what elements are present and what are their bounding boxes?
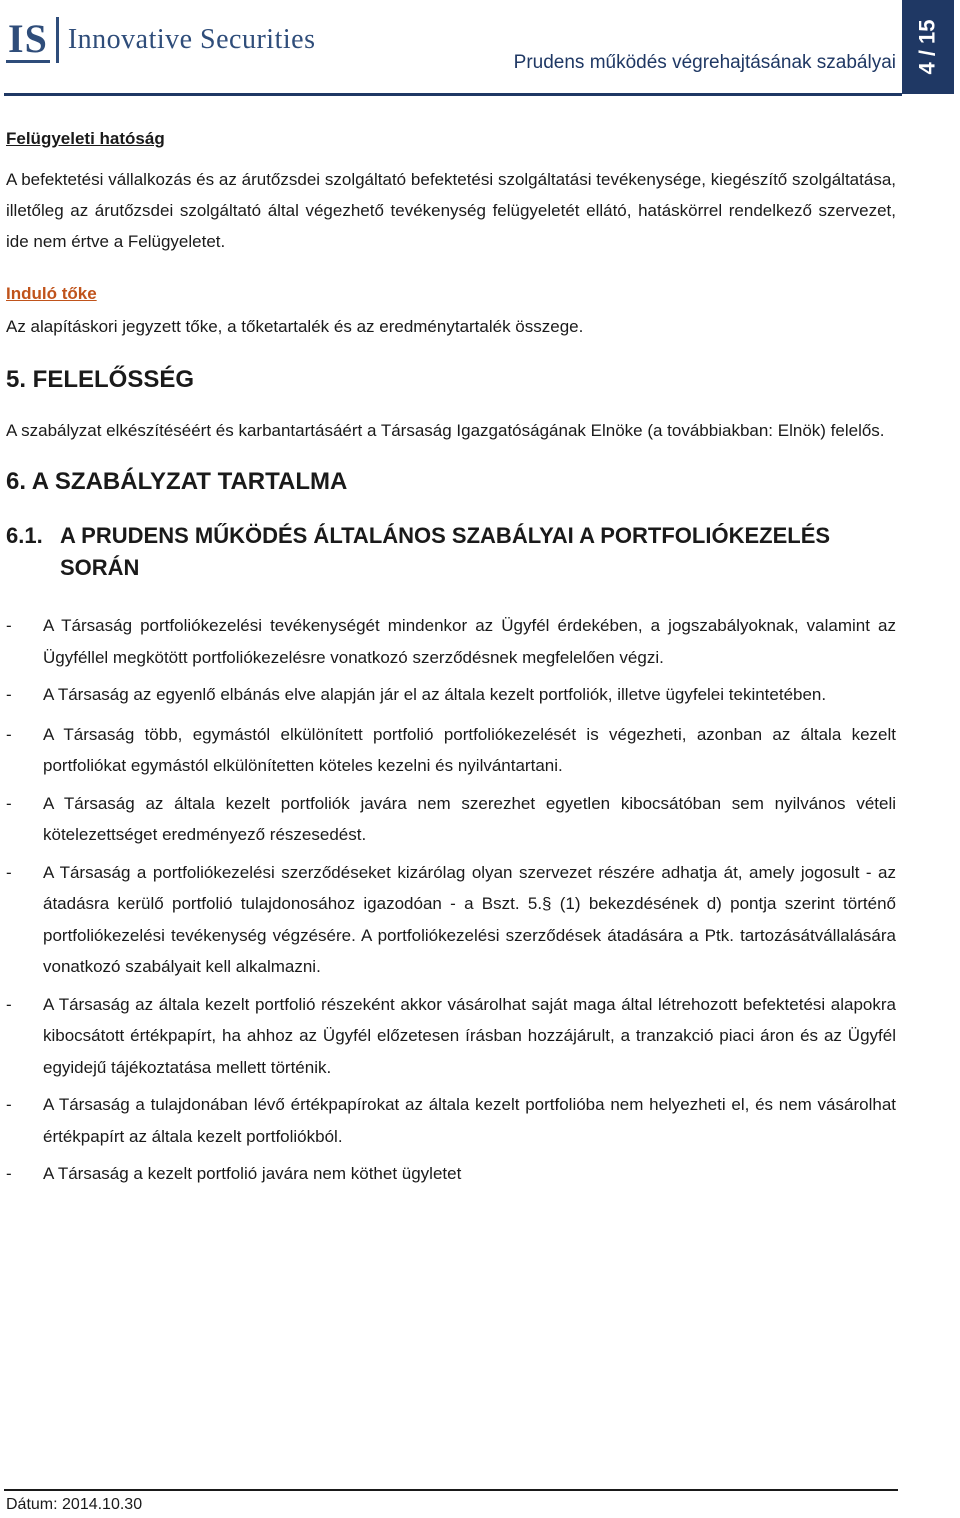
definition-text-initial-capital: Az alapításkori jegyzett tőke, a tőketartalék és az eredménytartalék összege.: [6, 317, 584, 336]
list-item: [6, 788, 896, 851]
list-item: [6, 719, 896, 782]
list-item-text: A Társaság az egyenlő elbánás elve alapján jár el az általa kezelt portfoliók, illetve ügyfelei tekintetében.: [43, 685, 827, 704]
definition-text-supervisory-authority: A befektetési vállalkozás és az árutőzsdei szolgáltató befektetési szolgáltatási tevékenysége, kiegészítő szolgáltatása, illetőleg az árutőzsdei szolgáltató által végezhető tevékenység felügyeletét ellátó, hatáskörrel rendelkező szervezet, ide nem értve a Felügyeletet.: [6, 170, 896, 251]
bullet-dash: -: [6, 685, 12, 704]
list-item-text: A Társaság portfoliókezelési tevékenységét mindenkor az Ügyfél érdekében, a jogszabályoknak, valamint az Ügyféllel megkötött portfoliókezelésre vonatkozó szerződésnek megfelelően végzi.: [43, 616, 896, 667]
section-heading-6-1: [6, 520, 896, 584]
page-header: [0, 0, 960, 100]
list-item-text: A Társaság az általa kezelt portfolió részeként akkor vásárolhat saját maga által létrehozott befektetési alapokra kibocsátott értékpapírt, ha ahhoz az Ügyfél előzetesen írásban hozzájárult, a tranzakció piaci áron és az Ügyfél egyidejű tájékoztatása mellett történik.: [43, 994, 896, 1077]
bullet-dash: -: [6, 994, 12, 1014]
company-logo: [6, 14, 315, 66]
logo-mark: IS: [8, 15, 48, 61]
bullet-dash: -: [6, 1164, 12, 1183]
page-number-badge: [902, 0, 954, 94]
list-item: [6, 1158, 896, 1190]
document-body: [6, 118, 896, 1190]
list-item: [6, 679, 896, 711]
definition-title-supervisory-authority: Felügyeleti hatóság: [6, 129, 165, 148]
list-item: [6, 857, 896, 983]
document-title: Prudens működés végrehajtásának szabályai: [513, 52, 896, 73]
bullet-dash: -: [6, 724, 12, 744]
list-item: [6, 610, 896, 673]
list-item: [6, 989, 896, 1084]
section-5-text: A szabályzat elkészítéséért és karbantartásáért a Társaság Igazgatóságának Elnöke (a továbbiakban: Elnök) felelős.: [6, 421, 885, 440]
rules-list: [6, 610, 896, 1190]
section-heading-6: 6. A SZABÁLYZAT TARTALMA: [6, 468, 348, 495]
header-rule: [4, 93, 902, 96]
list-item-text: A Társaság a kezelt portfolió javára nem köthet ügyletet: [43, 1164, 462, 1183]
logo-divider: [56, 17, 59, 63]
definition-title-initial-capital: Induló tőke: [6, 284, 97, 303]
bullet-dash: -: [6, 1095, 12, 1114]
section-6-1-title: A PRUDENS MŰKÖDÉS ÁLTALÁNOS SZABÁLYAI A PORTFOLIÓKEZELÉS SORÁN: [60, 523, 831, 580]
list-item: [6, 1089, 896, 1152]
page-number: 4 / 15: [915, 19, 941, 75]
bullet-dash: -: [6, 862, 12, 882]
list-item-text: A Társaság a portfoliókezelési szerződéseket kizárólag olyan szervezet részére adhatja át, amely jogosult - az átadásra kerülő portfolió tulajdonosához igazodóan - a Bszt. 5.§ (1) bekezdésének d) pontja szerint történő portfoliókezelési tevékenység végzésére. A portfoliókezelési szerződések átadására a Ptk. tartozásátvállalására vonatkozó szabályait kell alkalmazni.: [43, 862, 896, 976]
section-6-1-number: 6.1.: [6, 523, 43, 548]
bullet-dash: -: [6, 616, 12, 635]
list-item-text: A Társaság több, egymástól elkülönített portfolió portfoliókezelését is végezheti, azonban az általa kezelt portfoliókat egymástól elkülönítetten köteles kezelni és nyilvántartani.: [43, 724, 896, 775]
section-heading-5: 5. FELELŐSSÉG: [6, 366, 195, 393]
list-item-text: A Társaság a tulajdonában lévő értékpapírokat az általa kezelt portfolióba nem helyezheti el, és nem vásárolhat értékpapírt az általa kezelt portfoliókból.: [43, 1095, 896, 1146]
list-item-text: A Társaság az általa kezelt portfoliók javára nem szerezhet egyetlen kibocsátóban sem nyilvános vételi kötelezettséget eredményező részesedést.: [43, 793, 896, 844]
footer-date: Dátum: 2014.10.30: [6, 1496, 143, 1513]
logo-name: Innovative Securities: [67, 24, 316, 55]
bullet-dash: -: [6, 793, 12, 813]
footer-rule: [4, 1489, 898, 1491]
